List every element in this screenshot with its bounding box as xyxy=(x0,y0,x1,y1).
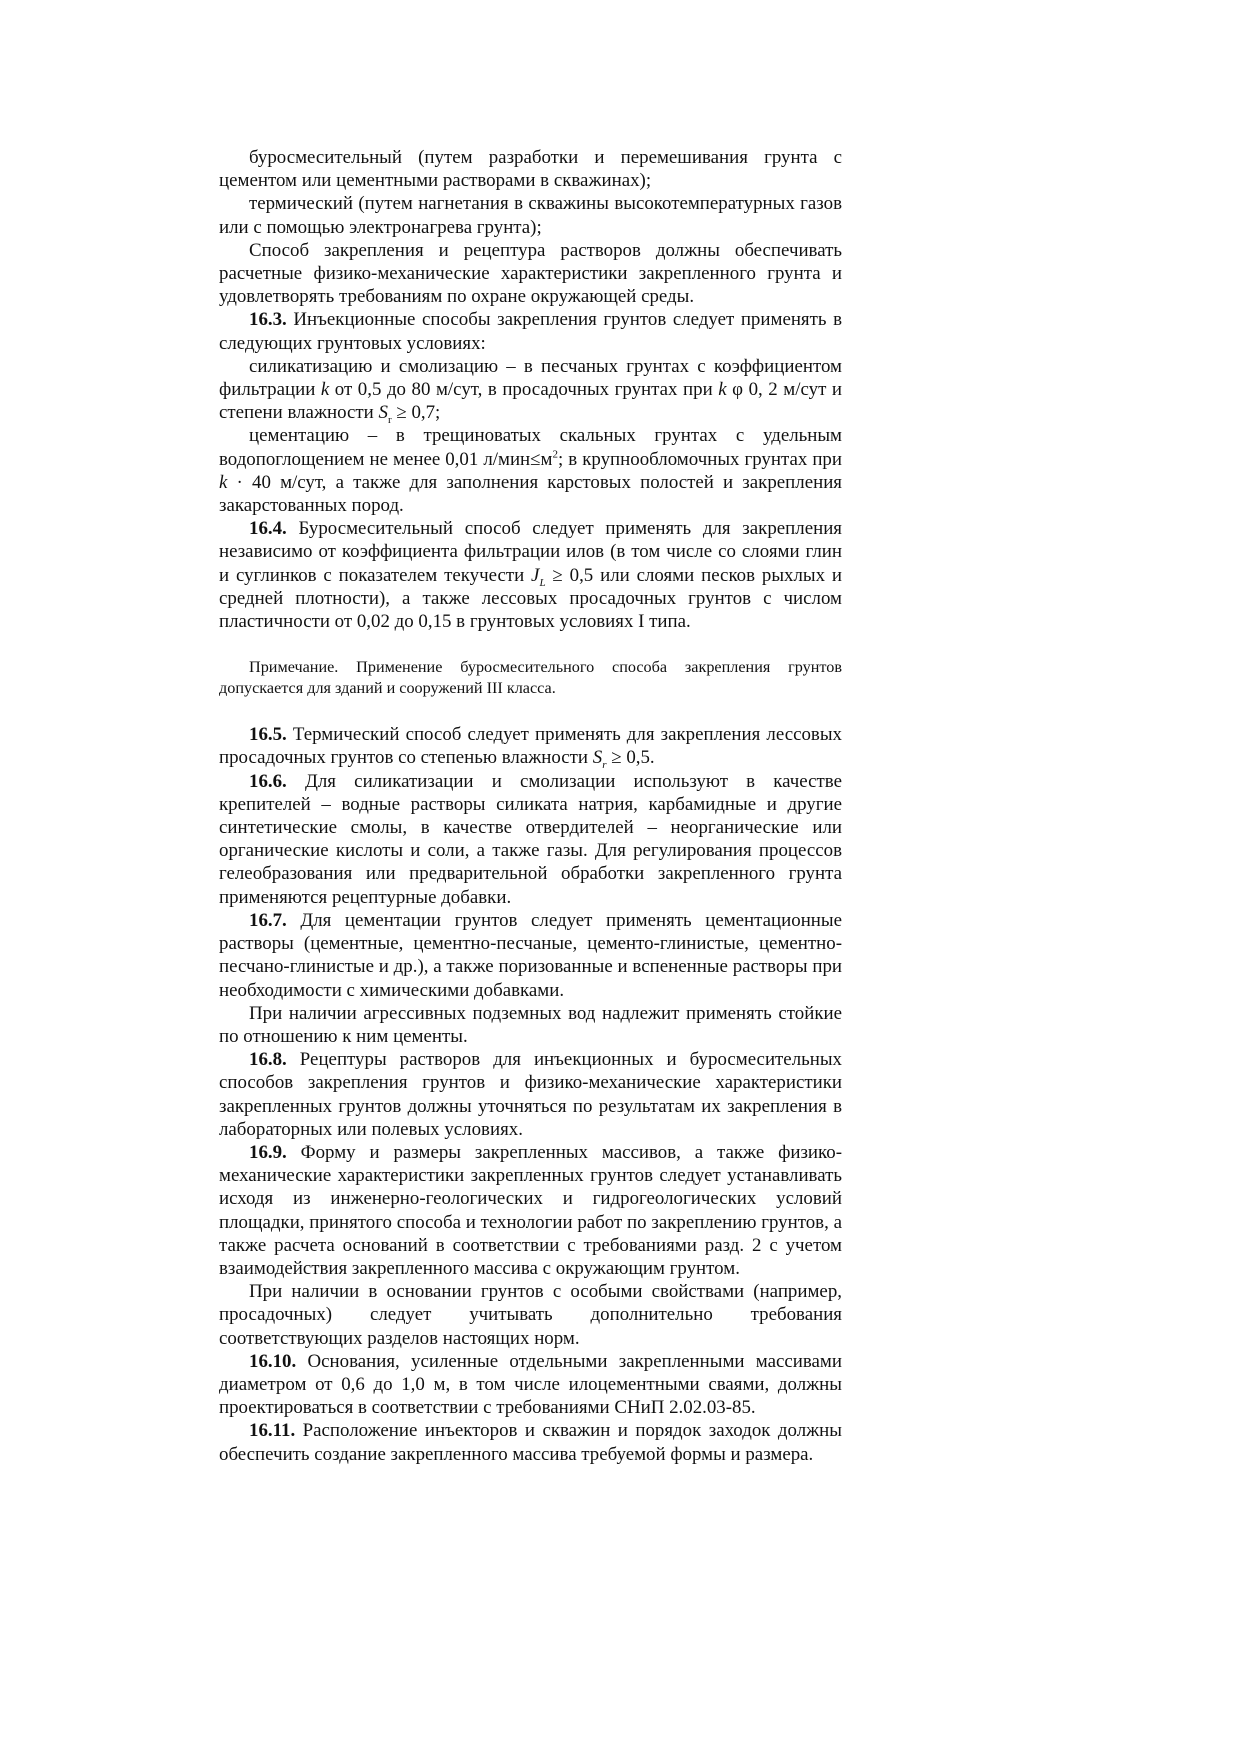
paragraph-drilling-mixing-method: буросмесительный (путем разработки и перемешивания грунта с цементом или цементными растворами в скважинах); xyxy=(219,147,842,192)
section-16-7 xyxy=(219,909,842,1002)
section-text: Основания, усиленные отдельными закрепленными массивами диаметром от 0,6 до 1,0 м, в том числе илоцементными сваями, должны проектироваться в соответствии с требованиями СНиП 2.02.03-85. xyxy=(219,1350,842,1419)
formula-symbol: k xyxy=(718,379,727,401)
note-paragraph: Примечание. Применение буросмесительного способа закрепления грунтов допускается для зданий и сооружений III класса. xyxy=(219,658,842,698)
text-run: φ 0, 2 м/сут и степени влажности xyxy=(219,379,842,424)
section-text: Расположение инъекторов и скважин и порядок заходок должны обеспечить создание закрепленного массива требуемой формы и размера. xyxy=(219,1420,842,1465)
formula-superscript: 2 xyxy=(552,448,558,461)
section-text: Для цементации грунтов следует применять цементационные растворы (цементные, цементно-песчаные, цементо-глинистые, цементно-песчано-глинистые и др.), а также поризованные и вспененные растворы при необходимости с химическими добавками. xyxy=(219,909,842,1001)
section-number: 16.8. xyxy=(249,1049,287,1071)
text-run: ; в крупнообломочных грунтах при xyxy=(558,448,842,470)
section-number: 16.6. xyxy=(249,770,287,792)
section-number: 16.5. xyxy=(249,724,287,746)
section-number: 16.11. xyxy=(249,1420,296,1442)
paragraph-method-requirements: Способ закрепления и рецептура растворов должны обеспечивать расчетные физико-механические характеристики закрепленного грунта и удовлетворять требованиям по охране окружающей среды. xyxy=(219,239,842,308)
text-run: · 40 м/сут, а также для заполнения карстовых полостей и закрепления закарстованных пород. xyxy=(219,471,842,517)
section-text: Термический способ следует применять для закрепления лессовых просадочных грунтов со степенью влажности xyxy=(219,724,842,769)
section-16-9 xyxy=(219,1141,842,1280)
formula-subscript: r xyxy=(602,759,607,772)
paragraph-aggressive-water: При наличии агрессивных подземных вод надлежит применять стойкие по отношению к ним цементы. xyxy=(219,1002,842,1047)
formula-symbol: S xyxy=(378,402,388,424)
text-run: силикатизацию и смолизацию – в песчаных грунтах с коэффициентом фильтрации xyxy=(219,355,842,401)
section-number: 16.9. xyxy=(249,1141,287,1163)
text-run: цементацию – в трещиноватых скальных грунтах с удельным водопоглощением не менее 0,01 л/мин≤м xyxy=(219,425,842,470)
section-16-4 xyxy=(219,517,842,633)
section-text: Рецептуры растворов для инъекционных и буросмесительных способов закрепления грунтов и физико-механические характеристики закрепленных грунтов должны уточняться по результатам их закрепления в лабораторных или полевых условиях. xyxy=(219,1049,842,1140)
section-text: Инъекционные способы закрепления грунтов следует применять в следующих грунтовых условиях: xyxy=(219,309,842,354)
section-text: Форму и размеры закрепленных массивов, а также физико-механические характеристики закрепленных грунтов следует устанавливать исходя из инженерно-геологических и гидрогеологических условий площадки, принятого способа и технологии работ по закреплению грунтов, а также расчета оснований в соответствии с требованиями разд. 2 с учетом взаимодействия закрепленного массива с окружающим грунтом. xyxy=(219,1141,842,1279)
section-text: Буросмесительный способ следует применять для закрепления независимо от коэффициента фильтрации илов (в том числе со слоями глин и суглинков с показателем текучести xyxy=(219,518,842,586)
text-run: от 0,5 до 80 м/сут, в просадочных грунтах при xyxy=(329,379,719,401)
section-text: ≥ 0,5. xyxy=(606,747,655,769)
paragraph-cementation-conditions xyxy=(219,424,842,517)
paragraph-thermal-method: термический (путем нагнетания в скважины высокотемпературных газов или с помощью электронагрева грунта); xyxy=(219,193,842,238)
section-16-8 xyxy=(219,1048,842,1141)
section-16-6 xyxy=(219,770,842,909)
formula-symbol: k xyxy=(219,471,228,493)
section-16-10 xyxy=(219,1350,842,1420)
section-number: 16.3. xyxy=(249,309,287,331)
section-number: 16.4. xyxy=(249,518,287,540)
formula-symbol: S xyxy=(592,747,603,769)
formula-subscript: L xyxy=(539,576,546,589)
section-number: 16.7. xyxy=(249,909,287,931)
document-page xyxy=(219,146,842,1466)
formula-subscript: r xyxy=(387,414,392,427)
section-text: Для силикатизации и смолизации используют в качестве крепителей – водные растворы силиката натрия, карбамидные и другие синтетические смолы, в качестве отвердителей – неорганические или органические кислоты и соли, а также газы. Для регулирования процессов гелеобразования или предварительной обработки закрепленного грунта применяются рецептурные добавки. xyxy=(219,770,842,908)
section-text: ≥ 0,5 или слоями песков рыхлых и средней плотности), а также лессовых просадочных грунтов с числом пластичности от 0,02 до 0,15 в грунтовых условиях I типа. xyxy=(219,564,842,633)
formula-symbol: J xyxy=(531,564,540,586)
paragraph-silicatization-conditions xyxy=(219,355,842,425)
formula-symbol: k xyxy=(320,379,330,401)
section-16-5 xyxy=(219,723,842,772)
section-16-3 xyxy=(219,308,842,354)
paragraph-special-soils: При наличии в основании грунтов с особыми свойствами (например, просадочных) следует учитывать дополнительно требования соответствующих разделов настоящих норм. xyxy=(219,1281,842,1349)
section-number: 16.10. xyxy=(249,1350,297,1372)
section-16-11 xyxy=(219,1419,842,1465)
text-run: ≥ 0,7; xyxy=(391,402,441,424)
